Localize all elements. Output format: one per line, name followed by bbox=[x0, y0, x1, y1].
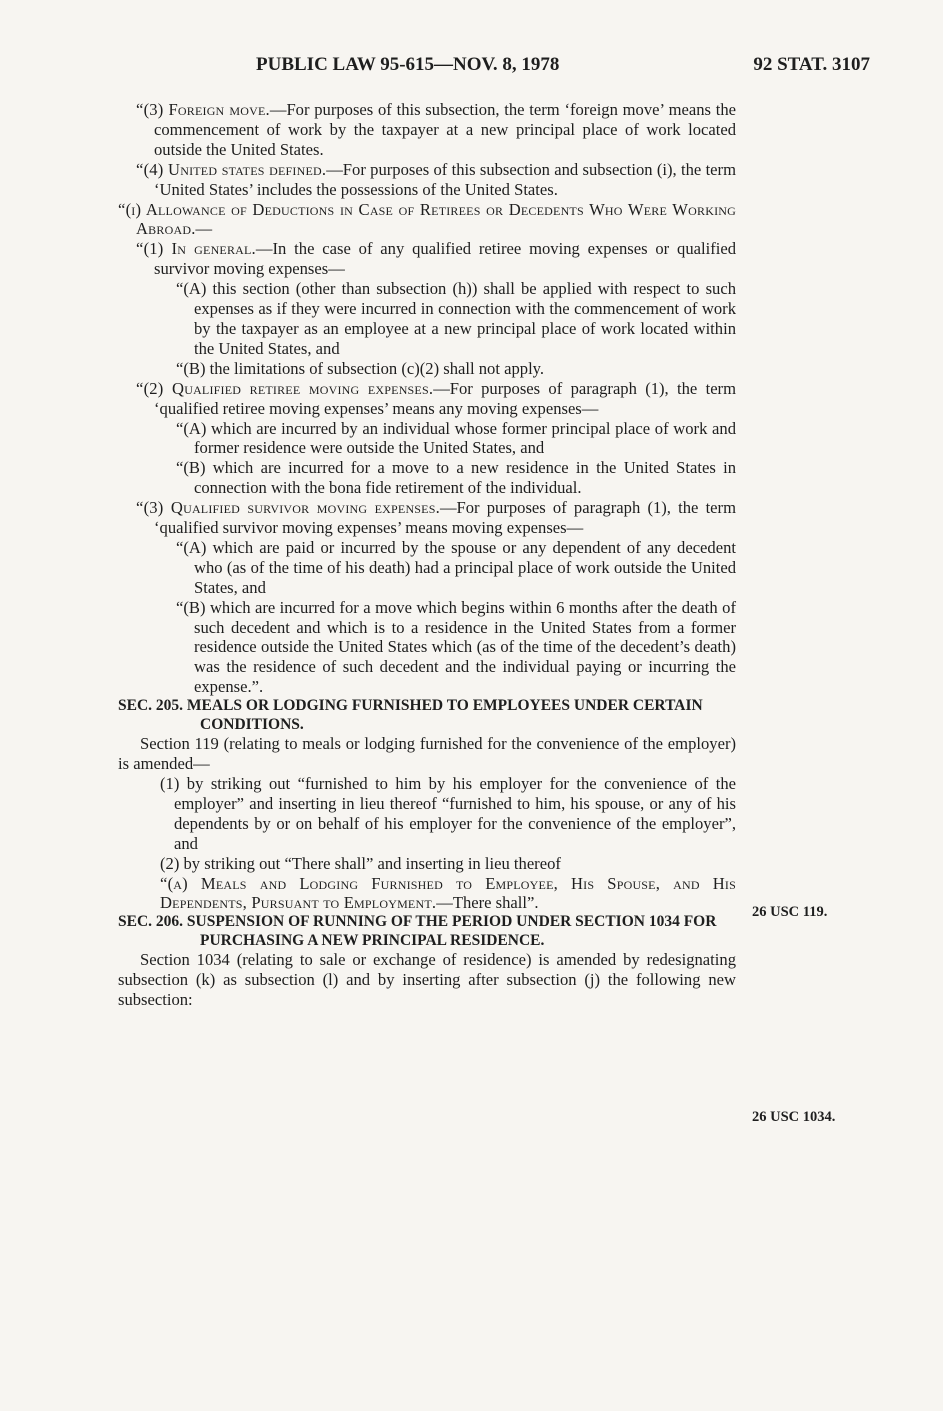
paragraph-heading: “(3) Qualified survivor moving expenses. bbox=[136, 498, 440, 518]
section-205-inserted-heading bbox=[118, 874, 736, 914]
subsection-i-paragraph-2 bbox=[118, 379, 736, 419]
subparagraph-1-B: “(B) the limitations of subsection (c)(2) shall not apply. bbox=[176, 358, 545, 378]
section-206-intro: Section 1034 (relating to sale or exchange of residence) is amended by redesignating subsection (k) as subsection (l) and by inserting after subsection (j) the following new subsection: bbox=[118, 950, 736, 1010]
subsection-i-paragraph-1 bbox=[118, 239, 736, 279]
section-205-title: SEC. 205. MEALS OR LODGING FURNISHED TO EMPLOYEES UNDER CERTAIN CONDITIONS. bbox=[118, 697, 703, 733]
subsection-i-paragraph-3 bbox=[118, 498, 736, 538]
paragraph-3 bbox=[118, 100, 736, 160]
subparagraph-2-B: “(B) which are incurred for a move to a new residence in the United States in connection with the bona fide retirement of the individual. bbox=[176, 458, 736, 498]
margin-note-26-usc-119: 26 USC 119. bbox=[752, 904, 828, 920]
subsection-i-heading bbox=[118, 200, 736, 240]
section-205-intro: Section 119 (relating to meals or lodging furnished for the convenience of the employer) is amended— bbox=[118, 734, 736, 774]
paragraph-text: —For purposes of paragraph (1), the term ‘qualified survivor moving expenses’ means moving expenses— bbox=[154, 498, 736, 538]
document-body bbox=[118, 100, 736, 1010]
section-206-title: SEC. 206. SUSPENSION OF RUNNING OF THE PERIOD UNDER SECTION 1034 FOR PURCHASING A NEW PRINCIPAL RESIDENCE. bbox=[118, 913, 717, 949]
margin-note-26-usc-1034: 26 USC 1034. bbox=[752, 1109, 836, 1125]
paragraph-heading: “(3) Foreign move. bbox=[136, 100, 270, 119]
paragraph-text: —For purposes of paragraph (1), the term ‘qualified retiree moving expenses’ means any moving expenses— bbox=[154, 378, 736, 418]
header-title: PUBLIC LAW 95-615—NOV. 8, 1978 bbox=[256, 54, 560, 75]
page-header bbox=[118, 54, 870, 82]
paragraph-heading: “(1) In general. bbox=[136, 239, 256, 259]
inserted-text: —There shall”. bbox=[436, 893, 539, 913]
paragraph-text: —In the case of any qualified retiree moving expenses or qualified survivor moving expenses— bbox=[154, 239, 737, 279]
paragraph-heading: “(2) Qualified retiree moving expenses. bbox=[136, 378, 434, 398]
section-205-clause-2: (2) by striking out “There shall” and inserting in lieu thereof bbox=[160, 853, 561, 873]
inserted-heading: “(a) Meals and Lodging Furnished to Employee, His Spouse, and His Dependents, Pursuant to Employment. bbox=[160, 873, 736, 913]
subsection-heading: “(i) Allowance of Deductions in Case of Retirees or Decedents Who Were Working Abroad.— bbox=[118, 199, 736, 239]
paragraph-4 bbox=[118, 160, 736, 200]
subparagraph-2-A: “(A) which are incurred by an individual whose former principal place of work and former residence were outside the United States, and bbox=[176, 418, 736, 458]
subparagraph-1-A: “(A) this section (other than subsection (h)) shall be applied with respect to such expenses as if they were incurred in connection with the commencement of work by the taxpayer as an employee at a new principal place of work located within the United States, and bbox=[176, 279, 736, 358]
section-205-clause-1: (1) by striking out “furnished to him by his employer for the convenience of the employer” and inserting in lieu thereof “furnished to him, his spouse, or any of his dependents by or on behalf of his employer for the convenience of the employer”, and bbox=[160, 774, 736, 853]
subparagraph-3-A: “(A) which are paid or incurred by the spouse or any dependent of any decedent who (as of the time of his death) had a principal place of work outside the United States, and bbox=[176, 537, 736, 597]
paragraph-heading: “(4) United states defined. bbox=[136, 159, 327, 179]
statute-page-number: 92 STAT. 3107 bbox=[753, 54, 870, 75]
paragraph-text: —For purposes of this subsection, the term ‘foreign move’ means the commencement of work by the taxpayer at a new principal place of work located outside the United States. bbox=[154, 100, 736, 159]
subparagraph-3-B: “(B) which are incurred for a move which begins within 6 months after the death of such decedent and which is to a residence in the United States from a former residence outside the United States which (as of the time of the decedent’s death) was the residence of such decedent and the individual paying or incurring the expense.”. bbox=[176, 597, 736, 697]
paragraph-text: —For purposes of this subsection and subsection (i), the term ‘United States’ includes the possessions of the United States. bbox=[154, 159, 736, 199]
